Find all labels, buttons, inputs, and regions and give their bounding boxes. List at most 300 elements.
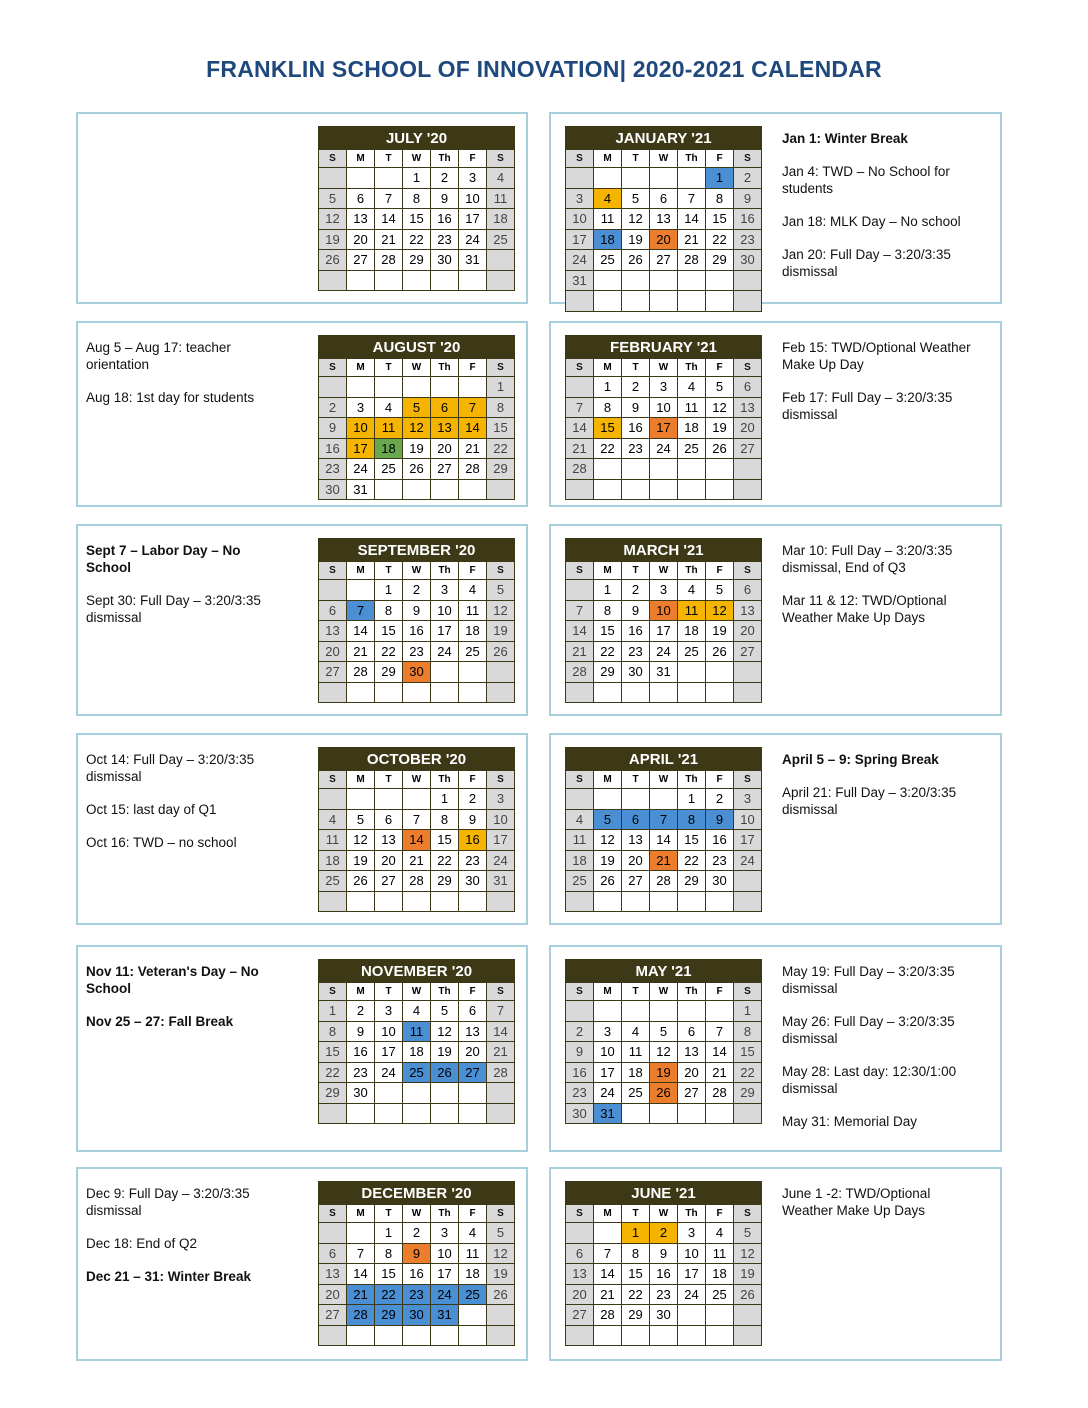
day-cell: 24: [431, 1285, 458, 1305]
empty-cell: [487, 683, 514, 703]
month-notes: [782, 963, 982, 1146]
day-cell: 30: [706, 871, 733, 891]
weekday-header: T: [622, 771, 649, 788]
weekday-header: S: [319, 771, 346, 788]
day-cell: 9: [319, 418, 346, 438]
empty-cell: [622, 683, 649, 703]
empty-cell: [375, 683, 402, 703]
empty-cell: [487, 662, 514, 682]
day-cell: 15: [678, 830, 705, 850]
day-cell: 15: [622, 1264, 649, 1284]
day-cell: 29: [375, 1305, 402, 1325]
calendar-note: Oct 14: Full Day – 3:20/3:35 dismissal: [86, 752, 255, 784]
day-cell: 26: [487, 642, 514, 662]
empty-cell: [431, 480, 458, 500]
day-cell: 12: [431, 1022, 458, 1042]
empty-cell: [650, 291, 677, 311]
day-cell: 31: [566, 271, 593, 291]
empty-cell: [459, 480, 486, 500]
empty-cell: [431, 377, 458, 397]
empty-cell: [566, 1326, 593, 1346]
day-cell: 25: [403, 1063, 430, 1083]
empty-cell: [650, 459, 677, 479]
day-cell: 9: [403, 601, 430, 621]
day-cell: 26: [347, 871, 374, 891]
day-cell: 14: [650, 830, 677, 850]
day-cell: 20: [347, 230, 374, 250]
day-cell: 13: [347, 209, 374, 229]
empty-cell: [734, 683, 761, 703]
calendar-note: Dec 9: Full Day – 3:20/3:35 dismissal: [86, 1186, 250, 1218]
day-cell: 5: [431, 1001, 458, 1021]
day-cell: 19: [594, 851, 621, 871]
day-cell: 11: [566, 830, 593, 850]
day-cell: 3: [678, 1223, 705, 1243]
day-cell: 16: [459, 830, 486, 850]
day-cell: 7: [566, 398, 593, 418]
day-cell: 7: [678, 189, 705, 209]
empty-cell: [678, 1326, 705, 1346]
weekday-header: Th: [678, 771, 705, 788]
calendar-note: Jan 18: MLK Day – No school: [782, 214, 961, 229]
empty-cell: [734, 1305, 761, 1325]
day-cell: 2: [403, 580, 430, 600]
day-cell: 20: [375, 851, 402, 871]
empty-cell: [622, 480, 649, 500]
day-cell: 25: [459, 1285, 486, 1305]
day-cell: 20: [319, 642, 346, 662]
weekday-header: Th: [678, 562, 705, 579]
empty-cell: [347, 789, 374, 809]
weekday-header: F: [706, 983, 733, 1000]
empty-cell: [734, 871, 761, 891]
weekday-header: F: [706, 771, 733, 788]
day-cell: 30: [403, 1305, 430, 1325]
day-cell: 8: [622, 1244, 649, 1264]
empty-cell: [375, 1326, 402, 1346]
month-notes: [86, 751, 286, 867]
day-cell: 20: [431, 439, 458, 459]
day-cell: 6: [459, 1001, 486, 1021]
empty-cell: [487, 250, 514, 270]
month-notes: [86, 542, 286, 642]
calendar-note: Aug 5 – Aug 17: teacher orientation: [86, 340, 231, 372]
empty-cell: [431, 683, 458, 703]
empty-cell: [706, 1001, 733, 1021]
day-cell: 11: [375, 418, 402, 438]
day-cell: 1: [678, 789, 705, 809]
day-cell: 28: [594, 1305, 621, 1325]
month-calendar: [318, 747, 515, 912]
day-cell: 11: [403, 1022, 430, 1042]
day-cell: 17: [678, 1264, 705, 1284]
day-cell: 19: [431, 1042, 458, 1062]
day-cell: 5: [734, 1223, 761, 1243]
day-cell: 1: [594, 377, 621, 397]
empty-cell: [459, 1104, 486, 1124]
day-cell: 14: [566, 621, 593, 641]
calendar-note: Oct 16: TWD – no school: [86, 835, 237, 850]
empty-cell: [678, 271, 705, 291]
empty-cell: [734, 1326, 761, 1346]
weekday-header: S: [487, 771, 514, 788]
day-cell: 17: [594, 1063, 621, 1083]
day-cell: 20: [734, 621, 761, 641]
day-cell: 16: [650, 1264, 677, 1284]
empty-cell: [319, 789, 346, 809]
day-cell: 13: [375, 830, 402, 850]
weekday-header: S: [566, 562, 593, 579]
day-cell: 8: [403, 189, 430, 209]
day-cell: 29: [487, 459, 514, 479]
empty-cell: [706, 1326, 733, 1346]
month-title: OCTOBER '20: [366, 751, 467, 768]
empty-cell: [678, 1305, 705, 1325]
month-title: AUGUST '20: [372, 339, 461, 356]
day-cell: 12: [403, 418, 430, 438]
day-cell: 19: [487, 1264, 514, 1284]
day-cell: 23: [431, 230, 458, 250]
weekday-header: Th: [431, 983, 458, 1000]
day-cell: 31: [347, 480, 374, 500]
day-cell: 19: [734, 1264, 761, 1284]
day-cell: 2: [403, 1223, 430, 1243]
empty-cell: [431, 1104, 458, 1124]
day-cell: 23: [622, 439, 649, 459]
day-cell: 30: [347, 1083, 374, 1103]
day-cell: 28: [706, 1083, 733, 1103]
weekday-header: Th: [431, 771, 458, 788]
empty-cell: [650, 1104, 677, 1124]
empty-cell: [459, 1305, 486, 1325]
weekday-header: S: [319, 150, 346, 167]
day-cell: 19: [487, 621, 514, 641]
day-cell: 24: [678, 1285, 705, 1305]
empty-cell: [347, 271, 374, 291]
day-cell: 27: [734, 642, 761, 662]
day-cell: 3: [734, 789, 761, 809]
day-cell: 22: [594, 642, 621, 662]
empty-cell: [650, 1001, 677, 1021]
weekday-header: Th: [431, 359, 458, 376]
day-cell: 18: [375, 439, 402, 459]
month-notes: [86, 963, 286, 1046]
empty-cell: [347, 580, 374, 600]
empty-cell: [594, 459, 621, 479]
day-cell: 15: [375, 1264, 402, 1284]
day-cell: 6: [375, 810, 402, 830]
empty-cell: [594, 480, 621, 500]
month-calendar: [318, 335, 515, 500]
day-cell: 25: [706, 1285, 733, 1305]
weekday-header: S: [566, 359, 593, 376]
day-cell: 10: [347, 418, 374, 438]
day-cell: 30: [622, 662, 649, 682]
month-title: NOVEMBER '20: [360, 963, 473, 980]
day-cell: 17: [459, 209, 486, 229]
weekday-header: S: [319, 359, 346, 376]
empty-cell: [650, 271, 677, 291]
day-cell: 3: [375, 1001, 402, 1021]
day-cell: 14: [347, 1264, 374, 1284]
day-cell: 6: [319, 1244, 346, 1264]
empty-cell: [594, 291, 621, 311]
day-cell: 4: [375, 398, 402, 418]
day-cell: 4: [678, 580, 705, 600]
day-grid: [566, 359, 761, 499]
day-cell: 2: [734, 168, 761, 188]
weekday-header: F: [706, 562, 733, 579]
day-cell: 3: [566, 189, 593, 209]
day-cell: 14: [678, 209, 705, 229]
empty-cell: [622, 789, 649, 809]
day-cell: 23: [319, 459, 346, 479]
empty-cell: [319, 892, 346, 912]
day-cell: 20: [622, 851, 649, 871]
day-cell: 1: [706, 168, 733, 188]
month-title: JULY '20: [385, 130, 448, 147]
month-title: MARCH '21: [623, 542, 704, 559]
day-cell: 10: [678, 1244, 705, 1264]
weekday-header: T: [375, 983, 402, 1000]
day-cell: 8: [319, 1022, 346, 1042]
day-cell: 13: [459, 1022, 486, 1042]
calendar-note: Feb 15: TWD/Optional Weather Make Up Day: [782, 340, 971, 372]
day-cell: 27: [319, 662, 346, 682]
month-title: APRIL '21: [628, 751, 699, 768]
calendar-note: Jan 4: TWD – No School for students: [782, 164, 950, 196]
empty-cell: [566, 480, 593, 500]
weekday-header: Th: [678, 150, 705, 167]
day-cell: 15: [706, 209, 733, 229]
day-cell: 28: [375, 250, 402, 270]
day-cell: 17: [650, 418, 677, 438]
empty-cell: [347, 1104, 374, 1124]
weekday-header: Th: [678, 983, 705, 1000]
day-cell: 24: [375, 1063, 402, 1083]
day-cell: 28: [566, 459, 593, 479]
empty-cell: [566, 580, 593, 600]
weekday-header: W: [650, 562, 677, 579]
weekday-header: S: [319, 562, 346, 579]
empty-cell: [566, 683, 593, 703]
day-cell: 9: [403, 1244, 430, 1264]
day-cell: 3: [594, 1022, 621, 1042]
day-cell: 13: [622, 830, 649, 850]
month-notes: [782, 542, 982, 642]
day-cell: 24: [650, 439, 677, 459]
day-cell: 4: [487, 168, 514, 188]
day-cell: 5: [622, 189, 649, 209]
day-cell: 27: [375, 871, 402, 891]
day-cell: 6: [734, 377, 761, 397]
empty-cell: [431, 1083, 458, 1103]
calendar-note: Nov 11: Veteran's Day – No School: [86, 964, 259, 996]
day-cell: 31: [459, 250, 486, 270]
day-cell: 15: [594, 621, 621, 641]
day-cell: 12: [487, 1244, 514, 1264]
month-title: JANUARY '21: [615, 130, 712, 147]
empty-cell: [403, 683, 430, 703]
day-cell: 30: [459, 871, 486, 891]
day-cell: 27: [734, 439, 761, 459]
month-calendar: [318, 538, 515, 703]
day-cell: 12: [594, 830, 621, 850]
day-cell: 11: [459, 601, 486, 621]
day-cell: 30: [650, 1305, 677, 1325]
weekday-header: Th: [678, 359, 705, 376]
calendar-note: Feb 17: Full Day – 3:20/3:35 dismissal: [782, 390, 953, 422]
calendar-note: Dec 21 – 31: Winter Break: [86, 1269, 251, 1284]
weekday-header: W: [650, 1205, 677, 1222]
day-cell: 9: [431, 189, 458, 209]
weekday-header: F: [706, 359, 733, 376]
day-cell: 8: [706, 189, 733, 209]
day-cell: 8: [734, 1022, 761, 1042]
day-cell: 15: [319, 1042, 346, 1062]
weekday-header: M: [347, 771, 374, 788]
empty-cell: [650, 480, 677, 500]
day-cell: 27: [431, 459, 458, 479]
day-cell: 23: [650, 1285, 677, 1305]
day-cell: 11: [622, 1042, 649, 1062]
empty-cell: [734, 1104, 761, 1124]
day-cell: 7: [347, 601, 374, 621]
day-cell: 10: [566, 209, 593, 229]
day-cell: 23: [347, 1063, 374, 1083]
day-cell: 13: [319, 1264, 346, 1284]
empty-cell: [459, 1083, 486, 1103]
day-cell: 26: [706, 439, 733, 459]
day-cell: 4: [706, 1223, 733, 1243]
day-cell: 12: [706, 601, 733, 621]
day-cell: 8: [487, 398, 514, 418]
weekday-header: M: [347, 150, 374, 167]
weekday-header: W: [650, 359, 677, 376]
day-cell: 1: [375, 580, 402, 600]
day-cell: 23: [459, 851, 486, 871]
day-cell: 5: [594, 810, 621, 830]
weekday-header: M: [594, 562, 621, 579]
day-cell: 11: [487, 189, 514, 209]
day-grid: [319, 1205, 514, 1345]
day-cell: 14: [487, 1022, 514, 1042]
empty-cell: [566, 377, 593, 397]
day-cell: 12: [650, 1042, 677, 1062]
day-cell: 29: [431, 871, 458, 891]
day-cell: 15: [375, 621, 402, 641]
day-cell: 25: [594, 250, 621, 270]
empty-cell: [566, 892, 593, 912]
empty-cell: [375, 1083, 402, 1103]
day-cell: 27: [678, 1083, 705, 1103]
day-cell: 8: [678, 810, 705, 830]
day-cell: 6: [347, 189, 374, 209]
day-cell: 26: [431, 1063, 458, 1083]
day-cell: 2: [431, 168, 458, 188]
calendar-note: Nov 25 – 27: Fall Break: [86, 1014, 234, 1029]
day-cell: 8: [375, 601, 402, 621]
day-cell: 22: [319, 1063, 346, 1083]
empty-cell: [403, 480, 430, 500]
day-cell: 19: [706, 621, 733, 641]
day-cell: 26: [622, 250, 649, 270]
weekday-header: M: [594, 1205, 621, 1222]
day-cell: 7: [487, 1001, 514, 1021]
calendar-note: May 26: Full Day – 3:20/3:35 dismissal: [782, 1014, 955, 1046]
month-notes: [86, 1185, 286, 1301]
empty-cell: [431, 1326, 458, 1346]
calendar-note: Sept 30: Full Day – 3:20/3:35 dismissal: [86, 593, 261, 625]
month-title: SEPTEMBER '20: [357, 542, 476, 559]
day-cell: 6: [566, 1244, 593, 1264]
day-cell: 22: [431, 851, 458, 871]
weekday-header: M: [594, 150, 621, 167]
day-cell: 7: [650, 810, 677, 830]
day-cell: 9: [650, 1244, 677, 1264]
calendar-note: April 21: Full Day – 3:20/3:35 dismissal: [782, 785, 957, 817]
day-grid: [319, 359, 514, 499]
day-cell: 26: [403, 459, 430, 479]
empty-cell: [459, 377, 486, 397]
day-cell: 28: [347, 662, 374, 682]
day-cell: 14: [375, 209, 402, 229]
day-cell: 2: [706, 789, 733, 809]
empty-cell: [650, 1326, 677, 1346]
empty-cell: [706, 892, 733, 912]
weekday-header: S: [487, 150, 514, 167]
day-cell: 1: [594, 580, 621, 600]
empty-cell: [622, 459, 649, 479]
day-cell: 17: [650, 621, 677, 641]
month-title: DECEMBER '20: [361, 1185, 472, 1202]
day-cell: 31: [431, 1305, 458, 1325]
empty-cell: [650, 892, 677, 912]
empty-cell: [594, 271, 621, 291]
day-cell: 16: [622, 621, 649, 641]
empty-cell: [459, 271, 486, 291]
day-grid: [319, 771, 514, 911]
day-cell: 5: [487, 580, 514, 600]
day-cell: 26: [734, 1285, 761, 1305]
day-cell: 9: [347, 1022, 374, 1042]
day-cell: 22: [403, 230, 430, 250]
day-cell: 2: [622, 377, 649, 397]
empty-cell: [375, 480, 402, 500]
day-cell: 3: [347, 398, 374, 418]
day-cell: 16: [622, 418, 649, 438]
day-cell: 21: [706, 1063, 733, 1083]
day-cell: 18: [566, 851, 593, 871]
day-cell: 28: [459, 459, 486, 479]
empty-cell: [319, 168, 346, 188]
empty-cell: [678, 1104, 705, 1124]
empty-cell: [678, 892, 705, 912]
weekday-header: T: [375, 1205, 402, 1222]
empty-cell: [734, 271, 761, 291]
day-cell: 10: [375, 1022, 402, 1042]
month-calendar: [565, 126, 762, 312]
day-cell: 14: [403, 830, 430, 850]
day-cell: 17: [431, 1264, 458, 1284]
empty-cell: [622, 168, 649, 188]
day-grid: [319, 150, 514, 290]
weekday-header: S: [487, 1205, 514, 1222]
empty-cell: [459, 892, 486, 912]
day-cell: 25: [678, 439, 705, 459]
day-cell: 29: [319, 1083, 346, 1103]
weekday-header: W: [650, 983, 677, 1000]
